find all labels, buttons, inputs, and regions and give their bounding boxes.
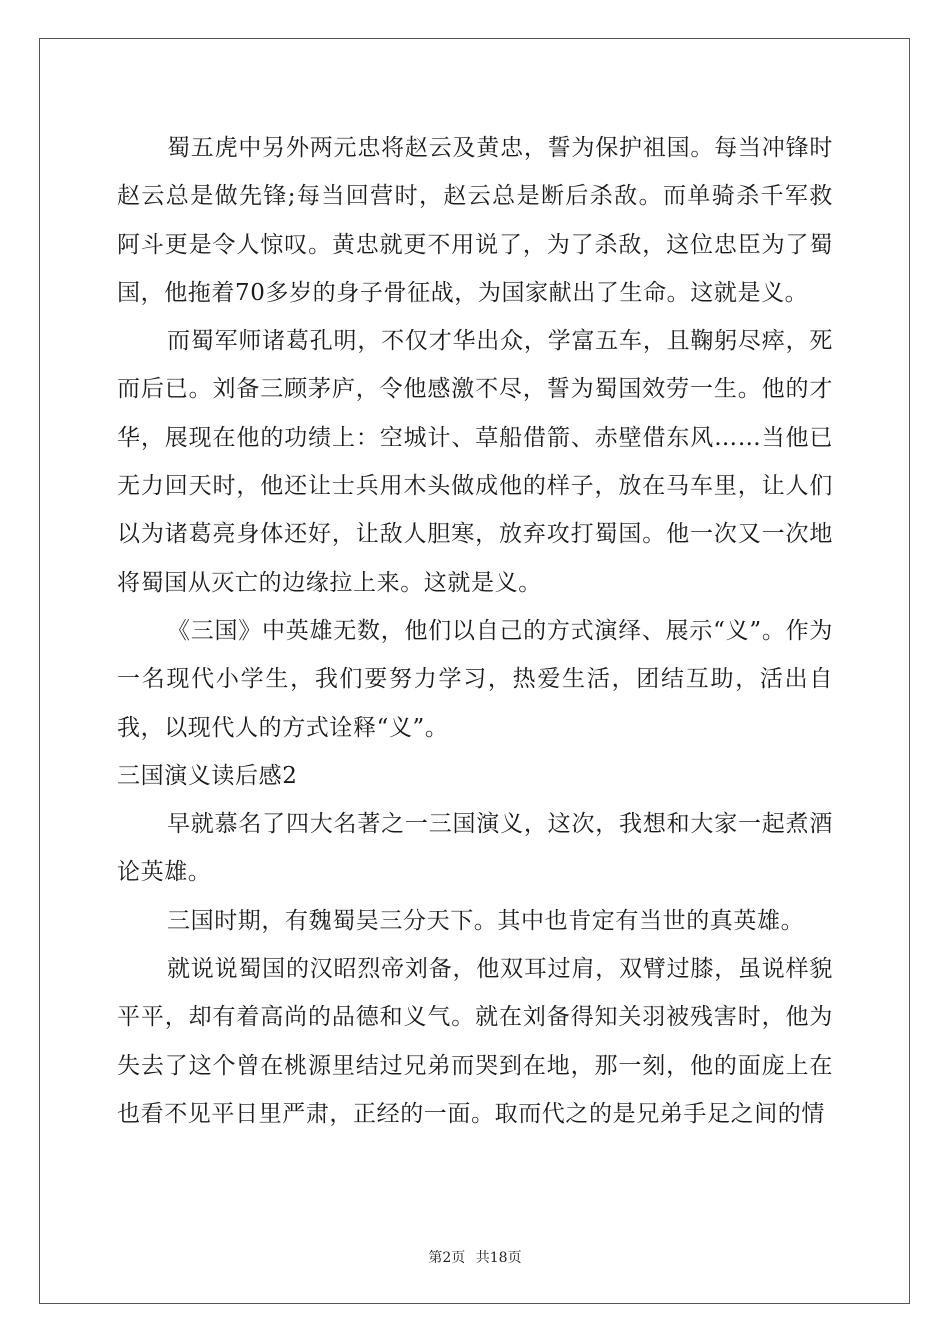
section-heading: 三国演义读后感2 [117, 762, 298, 789]
paragraph-three-kingdoms: 三国时期，有魏蜀吴三分天下。其中也肯定有当世的真英雄。 [167, 907, 805, 934]
total-pages: 共18页 [475, 1250, 522, 1266]
paragraph-conclusion: 《三国》中英雄无数，他们以自己的方式演绎、展示“义”。作为一名现代小学生，我们要努力学习，热爱生活，团结互助，活出自我，以现代人的方式诠释“义”。 [117, 617, 833, 741]
page-number: 第2页 [428, 1250, 466, 1266]
paragraph-intro: 早就慕名了四大名著之一三国演义，这次，我想和大家一起煮酒论英雄。 [117, 811, 833, 886]
page-footer [0, 1247, 950, 1267]
paragraph-zhuge-liang: 而蜀军师诸葛孔明，不仅才华出众，学富五车，且鞠躬尽瘁，死而后已。刘备三顾茅庐，令他感激不尽，誓为蜀国效劳一生。他的才华，展现在他的功绩上：空城计、草船借箭、赤壁借东风……当他已无力回天时，他还让士兵用木头做成他的样子，放在马车里，让人们以为诸葛亮身体还好，让敌人胆寒，放弃攻打蜀国。他一次又一次地将蜀国从灭亡的边缘拉上来。这就是义。 [117, 328, 833, 596]
paragraph-zhao-yun-huang-zhong: 蜀五虎中另外两元忠将赵云及黄忠，誓为保护祖国。每当冲锋时赵云总是做先锋;每当回营时，赵云总是断后杀敌。而单骑杀千军救阿斗更是令人惊叹。黄忠就更不用说了，为了杀敌，这位忠臣为了蜀国，他拖着70多岁的身子骨征战，为国家献出了生命。这就是义。 [117, 135, 833, 306]
document-body [117, 124, 833, 1138]
paragraph-liu-bei: 就说说蜀国的汉昭烈帝刘备，他双耳过肩，双臂过膝，虽说样貌平平，却有着高尚的品德和义气。就在刘备得知关羽被残害时，他为失去了这个曾在桃源里结过兄弟而哭到在地，那一刻，他的面庞上在也看不见平日里严肃，正经的一面。取而代之的是兄弟手足之间的情 [117, 956, 833, 1127]
